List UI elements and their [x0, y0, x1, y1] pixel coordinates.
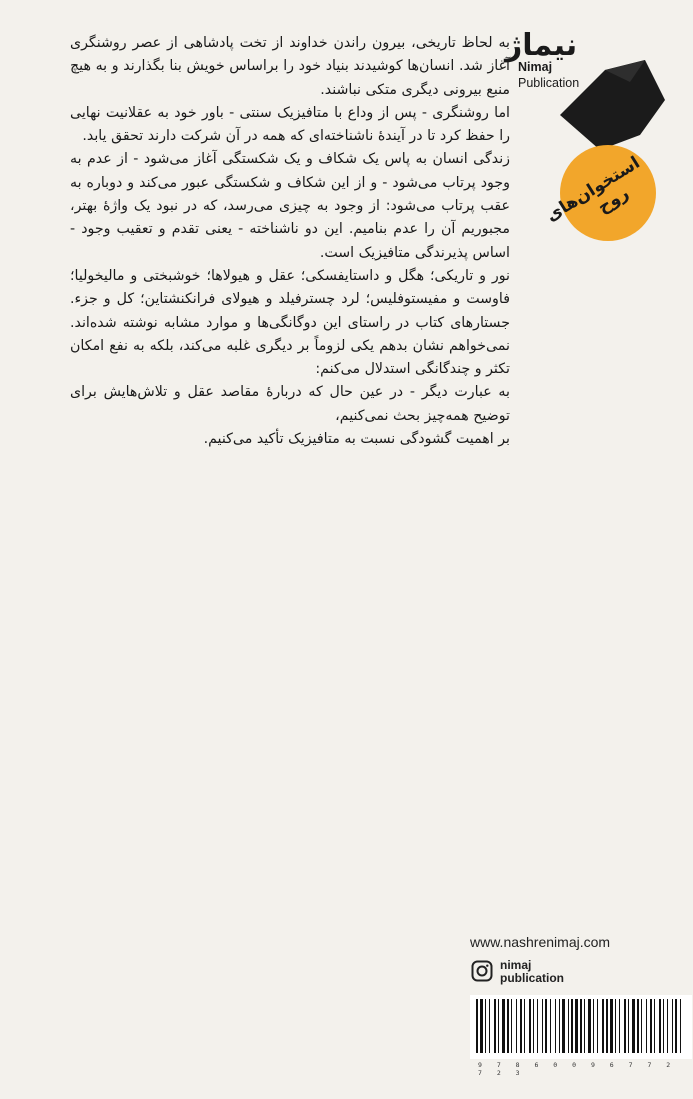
- isbn-barcode: [470, 995, 692, 1059]
- barcode-bar: [516, 999, 517, 1053]
- barcode-bar: [580, 999, 582, 1053]
- barcode-bar: [511, 999, 512, 1053]
- publisher-logo-word: نیماژ: [505, 28, 578, 63]
- barcode-bar: [675, 999, 677, 1053]
- barcode-bar: [494, 999, 496, 1053]
- barcode-bar: [637, 999, 639, 1053]
- barcode-bar: [593, 999, 594, 1053]
- barcode-bar: [663, 999, 664, 1053]
- barcode-bar: [659, 999, 661, 1053]
- barcode-bar: [537, 999, 538, 1053]
- blurb-paragraph-2: اما روشنگری - پس از وداع با متافیزیک سنتی - باور خود به عقلانیت نهایی را حفظ کرد تا در آیندهٔ ناشناخته‌ای که همه در آن شرکت دارند تحقق یابد.: [70, 104, 510, 145]
- barcode-bar: [624, 999, 626, 1053]
- barcode-bar: [533, 999, 534, 1053]
- blurb-paragraph-3: زندگی انسان به پاس یک شکاف و یک شکستگی آغاز می‌شود - از عدم به وجود پرتاب می‌شود - و از این شکاف و شکستگی عبور می‌کند و دوباره به عقب پرتاب می‌شود: از وجود به چیزی می‌رسد، که در نبود یک واژهٔ بهتر، مجبوریم آن را عدم بنامیم. این دو ناشناخته - یعنی تقدم و تعقیب وجود - اساس پذیرندگی متافیزیک است.: [70, 151, 510, 261]
- barcode-bar: [571, 999, 573, 1053]
- barcode-bar: [480, 999, 483, 1053]
- barcode-bar: [507, 999, 509, 1053]
- barcode-bar: [559, 999, 560, 1053]
- instagram-handle-line1: nimaj: [500, 958, 532, 972]
- barcode-bar: [542, 999, 543, 1053]
- barcode-bar: [588, 999, 591, 1053]
- barcode-bar: [628, 999, 629, 1053]
- instagram-handle[interactable]: [500, 959, 564, 985]
- barcode-bar: [654, 999, 655, 1053]
- barcode-bar: [498, 999, 499, 1053]
- barcode-bar: [597, 999, 598, 1053]
- barcode-bar: [650, 999, 652, 1053]
- barcode-bar: [632, 999, 635, 1053]
- blurb-paragraph-1: به لحاظ تاریخی، بیرون راندن خداوند از تخت پادشاهی از عصر روشنگری آغاز شد. انسان‌ها کوشیدند بنیاد خود را براساس خویش بنا بگذارند و به هیچ منبع بیرونی دیگری متکی نباشند.: [70, 35, 510, 98]
- instagram-handle-line2: publication: [500, 971, 564, 985]
- barcode-bar: [476, 999, 478, 1053]
- barcode-bar: [606, 999, 608, 1053]
- website-url[interactable]: www.nashrenimaj.com: [470, 934, 611, 950]
- barcode-bar: [524, 999, 525, 1053]
- barcode-bar: [602, 999, 604, 1053]
- barcode-bar: [584, 999, 585, 1053]
- barcode-bar: [502, 999, 505, 1053]
- barcode-bar: [610, 999, 613, 1053]
- barcode-bar: [615, 999, 616, 1053]
- barcode-bar: [562, 999, 565, 1053]
- barcode-bar: [646, 999, 647, 1053]
- barcode-bar: [641, 999, 642, 1053]
- barcode-bar: [680, 999, 681, 1053]
- publisher-name: Nimaj: [518, 60, 553, 74]
- barcode-bar: [667, 999, 668, 1053]
- barcode-bar: [485, 999, 486, 1053]
- blurb-text: [70, 32, 510, 451]
- barcode-bar: [672, 999, 673, 1053]
- blurb-paragraph-4: نور و تاریکی؛ هگل و داستایفسکی؛ عقل و هیولاها؛ خوشبختی و مالیخولیا؛ فاوست و مفیستوفلیس؛ لرد چسترفیلد و هیولای فرانکنشتاین؛ کل و جزء. جستارهای کتاب در راستای این دوگانگی‌ها و موارد مشابه نوشته شده‌اند. نمی‌خواهم نشان بدهم یکی لزوماً بر دیگری غلبه می‌کند، بلکه به نفع امکان تکثر و چندگانگی استدلال می‌کنم:: [70, 267, 510, 378]
- barcode-bar: [619, 999, 620, 1053]
- series-label: استخوان‌های روح: [542, 152, 644, 227]
- barcode-bar: [575, 999, 578, 1053]
- blurb-paragraph-6: بر اهمیت گشودگی نسبت به متافیزیک تأکید می‌کنیم.: [203, 431, 510, 448]
- blurb-paragraph-5: به عبارت دیگر - در عین حال که دربارهٔ مقاصد عقل و تلاش‌هایش برای توضیح همه‌چیز بحث نمی‌کنیم،: [70, 384, 510, 424]
- barcode-bar: [568, 999, 569, 1053]
- barcode-bar: [520, 999, 522, 1053]
- barcode-bar: [550, 999, 551, 1053]
- barcode-bar: [489, 999, 490, 1053]
- barcode-bar: [555, 999, 556, 1053]
- barcode-bar: [545, 999, 547, 1053]
- barcode-bar: [529, 999, 531, 1053]
- barcode-digits: 9 7 8 6 0 0 9 6 7 7 2 7 2 3: [478, 1061, 676, 1077]
- publisher-subtitle: Publication: [518, 76, 580, 90]
- instagram-icon: [471, 960, 493, 982]
